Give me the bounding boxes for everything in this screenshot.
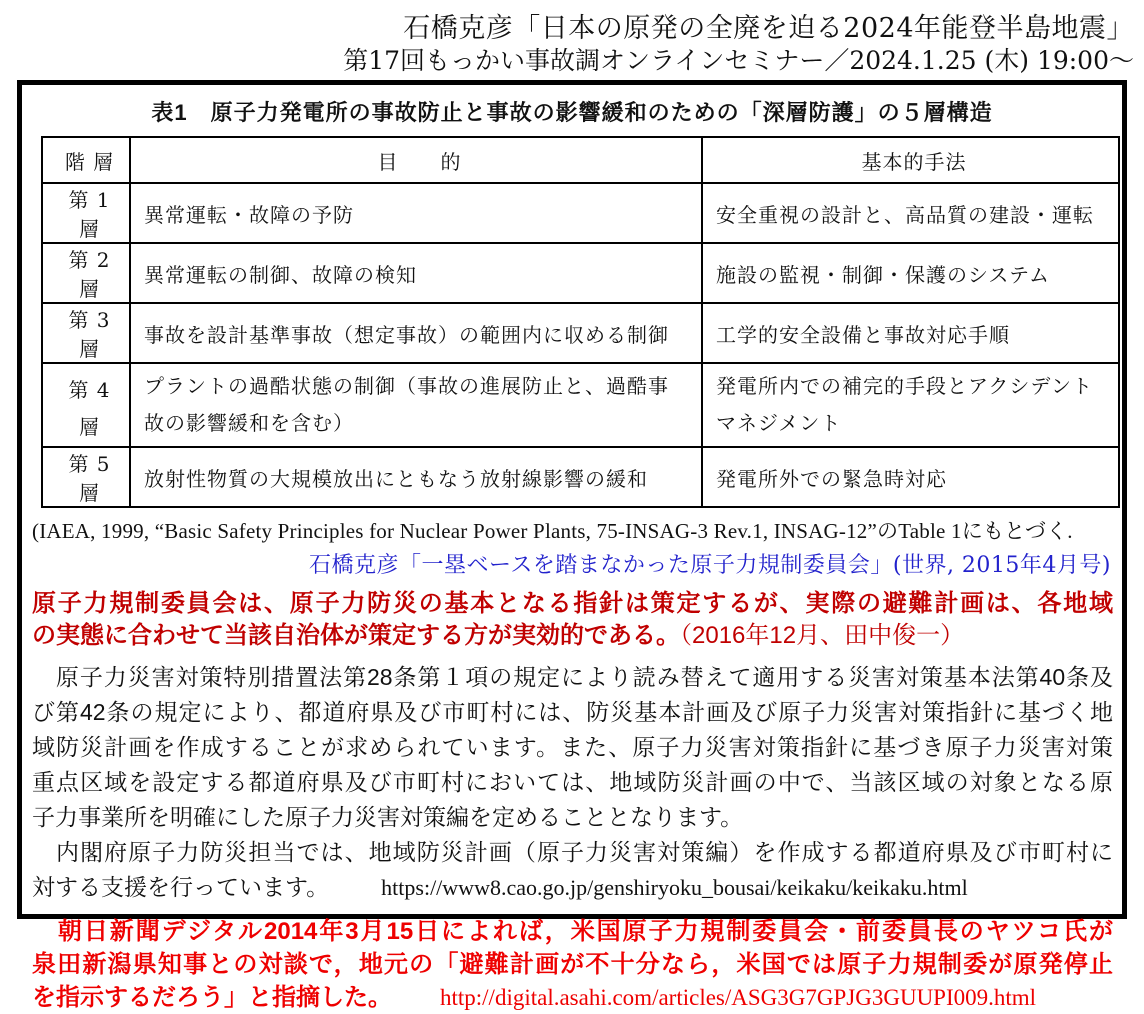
- nrc-quote-paragraph: [32, 588, 1113, 652]
- body-line: 子力事業所を明確にした原子力災害対策編を定めることとなります。: [32, 804, 744, 830]
- purpose-cell: 異常運転の制御、故障の検知: [130, 243, 702, 303]
- method-cell: 発電所外での緊急時対応: [702, 447, 1119, 507]
- body-line: び第42条の規定により、都道府県及び市町村には、防災基本計画及び原子力災害対策指針に基づく地: [32, 699, 1113, 725]
- body-line: 重点区域を設定する都道府県及び市町村においては、地域防災計画の中で、当該区域の対象となる原: [32, 769, 1113, 795]
- purpose-cell: 事故を設計基準事故（想定事故）の範囲内に収める制御: [130, 303, 702, 363]
- asahi-line1: 朝日新聞デジタル2014年3月15日によれば，米国原子力規制委員会・前委員長のヤツコ氏が: [32, 918, 1113, 945]
- body-line: 内閣府原子力防災担当では、地域防災計画（原子力災害対策編）を作成する都道府県及び市町村に: [32, 839, 1113, 865]
- lecture-title: 石橋克彦「日本の原発の全廃を迫る2024年能登半島地震」: [403, 13, 1134, 44]
- method-cell: 施設の監視・制御・保護のシステム: [702, 243, 1119, 303]
- asahi-paragraph: [32, 915, 1113, 1014]
- nrc-quote-line2: [32, 620, 1113, 652]
- table-row: [42, 447, 1119, 507]
- method-cell: 安全重視の設計と、高品質の建設・運転: [702, 183, 1119, 243]
- defense-in-depth-table: [41, 136, 1120, 508]
- nrc-quote-line2-bold: の実態に合わせて当該自治体が策定する方が実効的である。: [32, 622, 680, 649]
- nrc-quote-line1: 原子力規制委員会は、原子力防災の基本となる指針は策定するが、実際の避難計画は、各地域: [32, 590, 1113, 617]
- slide-header: [0, 0, 1144, 80]
- method-cell: 発電所内での補完的手段とアクシデント マネジメント: [702, 363, 1119, 447]
- table-caption: 表1 原子力発電所の事故防止と事故の影響緩和のための「深層防護」の５層構造: [151, 100, 993, 125]
- nrc-quote-attribution: （2016年12月、田中俊一）: [680, 622, 965, 649]
- asahi-line3: [32, 981, 1113, 1014]
- column-header-purpose: 目 的: [130, 137, 702, 183]
- iaea-source-note: (IAEA, 1999, “Basic Safety Principles for Nuclear Power Plants, 75-INSAG-3 Rev.1, INSAG-12”のTable 1にもとづく.: [32, 519, 1073, 543]
- asahi-line3-text: を指示するだろう」と指摘した。: [32, 984, 392, 1011]
- body-line: 原子力災害対策特別措置法第28条第１項の規定により読み替えて適用する災害対策基本法第40条及: [32, 664, 1113, 690]
- body-last-line: [32, 870, 1113, 905]
- layer-cell: 第 5 層: [42, 447, 130, 507]
- layer-cell: 第 2 層: [42, 243, 130, 303]
- body-line: 域防災計画を作成することが求められています。また、原子力災害対策指針に基づき原子力災害対策: [32, 734, 1113, 760]
- purpose-cell: 異常運転・故障の予防: [130, 183, 702, 243]
- seminar-subtitle: 第17回もっかい事故調オンラインセミナー／2024.1.25 (木) 19:00〜: [343, 46, 1134, 75]
- content-box: [17, 80, 1127, 1011]
- purpose-cell: プラントの過酷状態の制御（事故の進展防止と、過酷事 故の影響緩和を含む）: [130, 363, 702, 447]
- column-header-method: 基本的手法: [702, 137, 1119, 183]
- layer-cell: 第 3 層: [42, 303, 130, 363]
- table-row: [42, 243, 1119, 303]
- asahi-line2: 泉田新潟県知事との対談で，地元の「避難計画が不十分なら，米国では原子力規制委が原発停止: [32, 951, 1113, 978]
- column-header-layer: 階 層: [42, 137, 130, 183]
- table-row: [42, 363, 1119, 447]
- ishibashi-citation-link[interactable]: 石橋克彦「一塁ベースを踏まなかった原子力規制委員会」(世界, 2015年4月号): [308, 553, 1111, 578]
- purpose-cell: 放射性物質の大規模放出にともなう放射線影響の緩和: [130, 447, 702, 507]
- layer-cell: 第 4 層: [42, 363, 130, 447]
- layer-cell: 第 1 層: [42, 183, 130, 243]
- disaster-law-paragraph: [32, 660, 1113, 905]
- body-line: 対する支援を行っています。: [32, 874, 330, 900]
- table-row: [42, 303, 1119, 363]
- asahi-url-link[interactable]: http://digital.asahi.com/articles/ASG3G7GPJG3GUUPI009.html: [440, 985, 1037, 1010]
- method-cell: 工学的安全設備と事故対応手順: [702, 303, 1119, 363]
- table-row: [42, 183, 1119, 243]
- cao-url-link[interactable]: https://www8.cao.go.jp/genshiryoku_bousai/keikaku/keikaku.html: [381, 875, 968, 900]
- table-header-row: [42, 137, 1119, 183]
